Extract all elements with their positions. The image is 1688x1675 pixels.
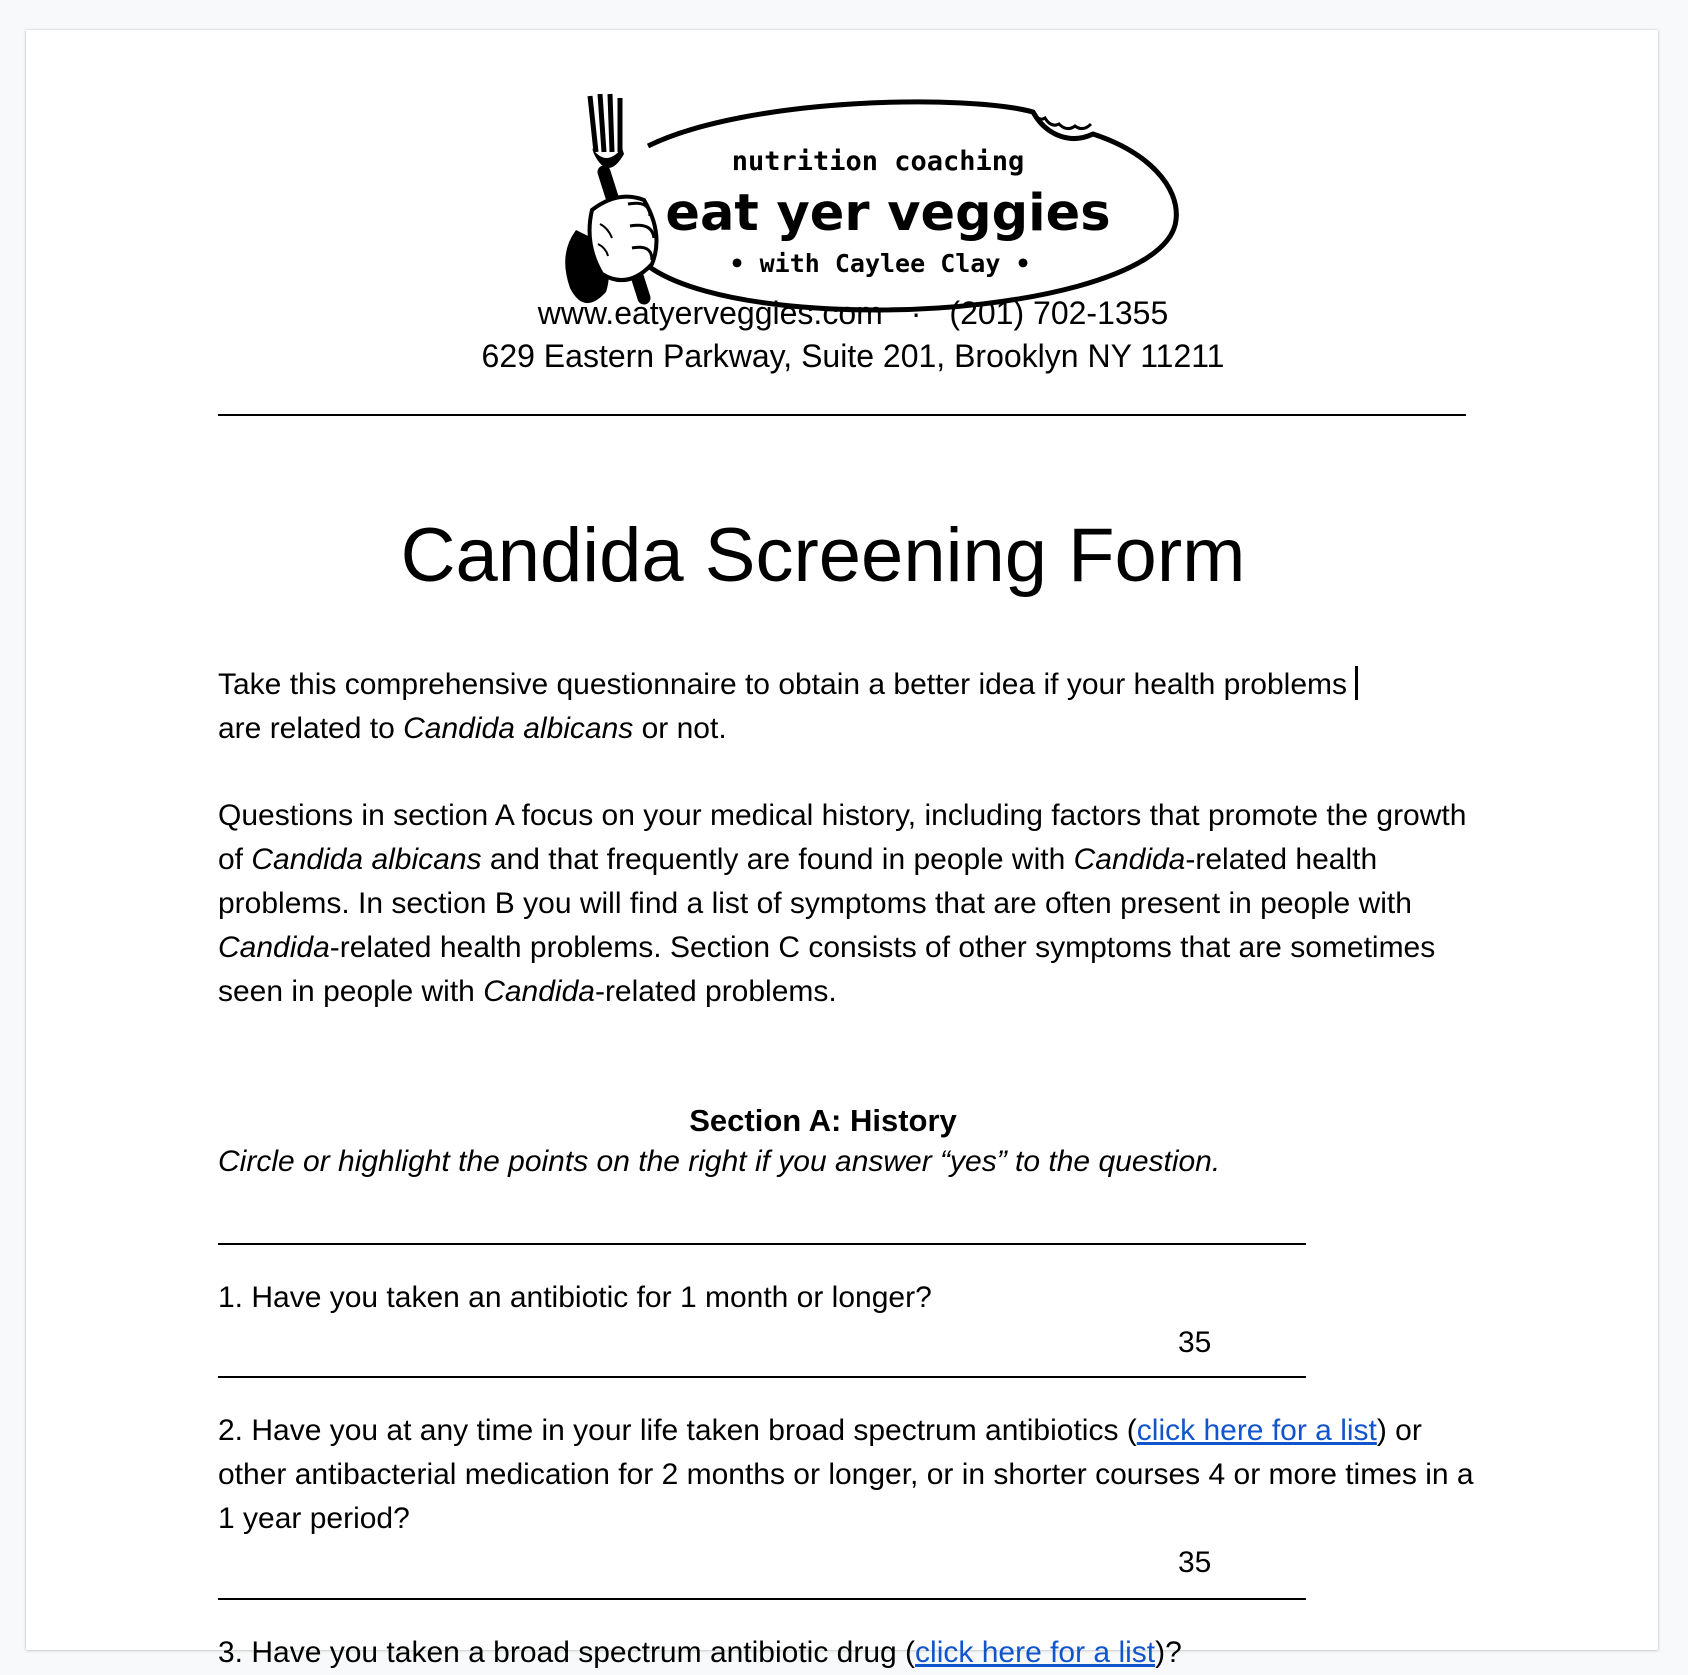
intro-p1-text-a: Take this comprehensive questionnaire to obtain a better idea if your health problems: [218, 668, 1347, 701]
contact-separator: ·: [910, 295, 922, 331]
question-divider: [218, 1243, 1306, 1245]
section-a-heading: Section A: History: [689, 1103, 957, 1138]
logo-main-text: eat yer veggies: [665, 184, 1111, 243]
antibiotics-list-link-2[interactable]: click here for a list: [915, 1636, 1156, 1669]
antibiotics-list-link[interactable]: click here for a list: [1136, 1414, 1377, 1447]
contact-line: [218, 295, 1488, 332]
intro-p1-text-b: are related to: [218, 712, 404, 745]
question-3-text-b: )?: [1155, 1636, 1182, 1669]
question-2-text-b: ) or other antibacterial medication for 2 months or longer, or in shorter courses 4 or more times in a 1 year period?: [218, 1414, 1474, 1535]
question-1: 1. Have you taken an antibiotic for 1 month or longer?: [218, 1281, 932, 1314]
logo-top-text: nutrition coaching: [731, 146, 1025, 177]
intro-paragraph-2: [218, 794, 1488, 1014]
question-2: [218, 1409, 1488, 1541]
text-cursor: [1355, 666, 1358, 700]
question-divider: [218, 1598, 1306, 1600]
intro-p2-text-d: -related health problems. Section C consists of other symptoms that are sometimes seen in people with: [218, 931, 1436, 1008]
question-3: [218, 1631, 1488, 1675]
question-3-text-a: 3. Have you taken a broad spectrum antibiotic drug (: [218, 1636, 916, 1669]
question-2-points: 35: [1178, 1546, 1212, 1579]
intro-p2-text-a: Questions in section A focus on your medical history, including factors that promote the growth of: [218, 799, 1467, 876]
page-title: Candida Screening Form: [400, 513, 1246, 598]
logo-bottom-text: • with Caylee Clay •: [729, 249, 1031, 278]
intro-p2-italic-3: Candida: [218, 931, 330, 964]
intro-p2-italic-1: Candida albicans: [251, 843, 482, 876]
intro-p1-text-c: or not.: [633, 712, 727, 745]
question-divider: [218, 1376, 1306, 1378]
intro-paragraph-1: [218, 663, 1488, 751]
intro-p1-italic: Candida albicans: [403, 712, 634, 745]
question-1-points: 35: [1178, 1326, 1212, 1359]
header-divider: [218, 414, 1466, 416]
intro-p2-text-c: -related health problems. In section B you will find a list of symptoms that are often present in people with: [218, 843, 1412, 920]
intro-p2-italic-2: Candida: [1073, 843, 1186, 876]
company-logo: [548, 92, 1188, 316]
intro-p2-italic-4: Candida: [483, 975, 595, 1008]
document-page: [26, 30, 1658, 1669]
intro-p2-text-b: and that frequently are found in people with: [481, 843, 1074, 876]
question-2-text-a: 2. Have you at any time in your life taken broad spectrum antibiotics (: [218, 1414, 1137, 1447]
website-text: www.eatyerveggies.com: [537, 295, 883, 331]
phone-text: (201) 702-1355: [949, 295, 1169, 331]
intro-p2-text-e: -related problems.: [594, 975, 837, 1008]
address-text: 629 Eastern Parkway, Suite 201, Brooklyn NY 11211: [481, 338, 1225, 374]
section-a-instruction: Circle or highlight the points on the right if you answer “yes” to the question.: [218, 1145, 1221, 1178]
